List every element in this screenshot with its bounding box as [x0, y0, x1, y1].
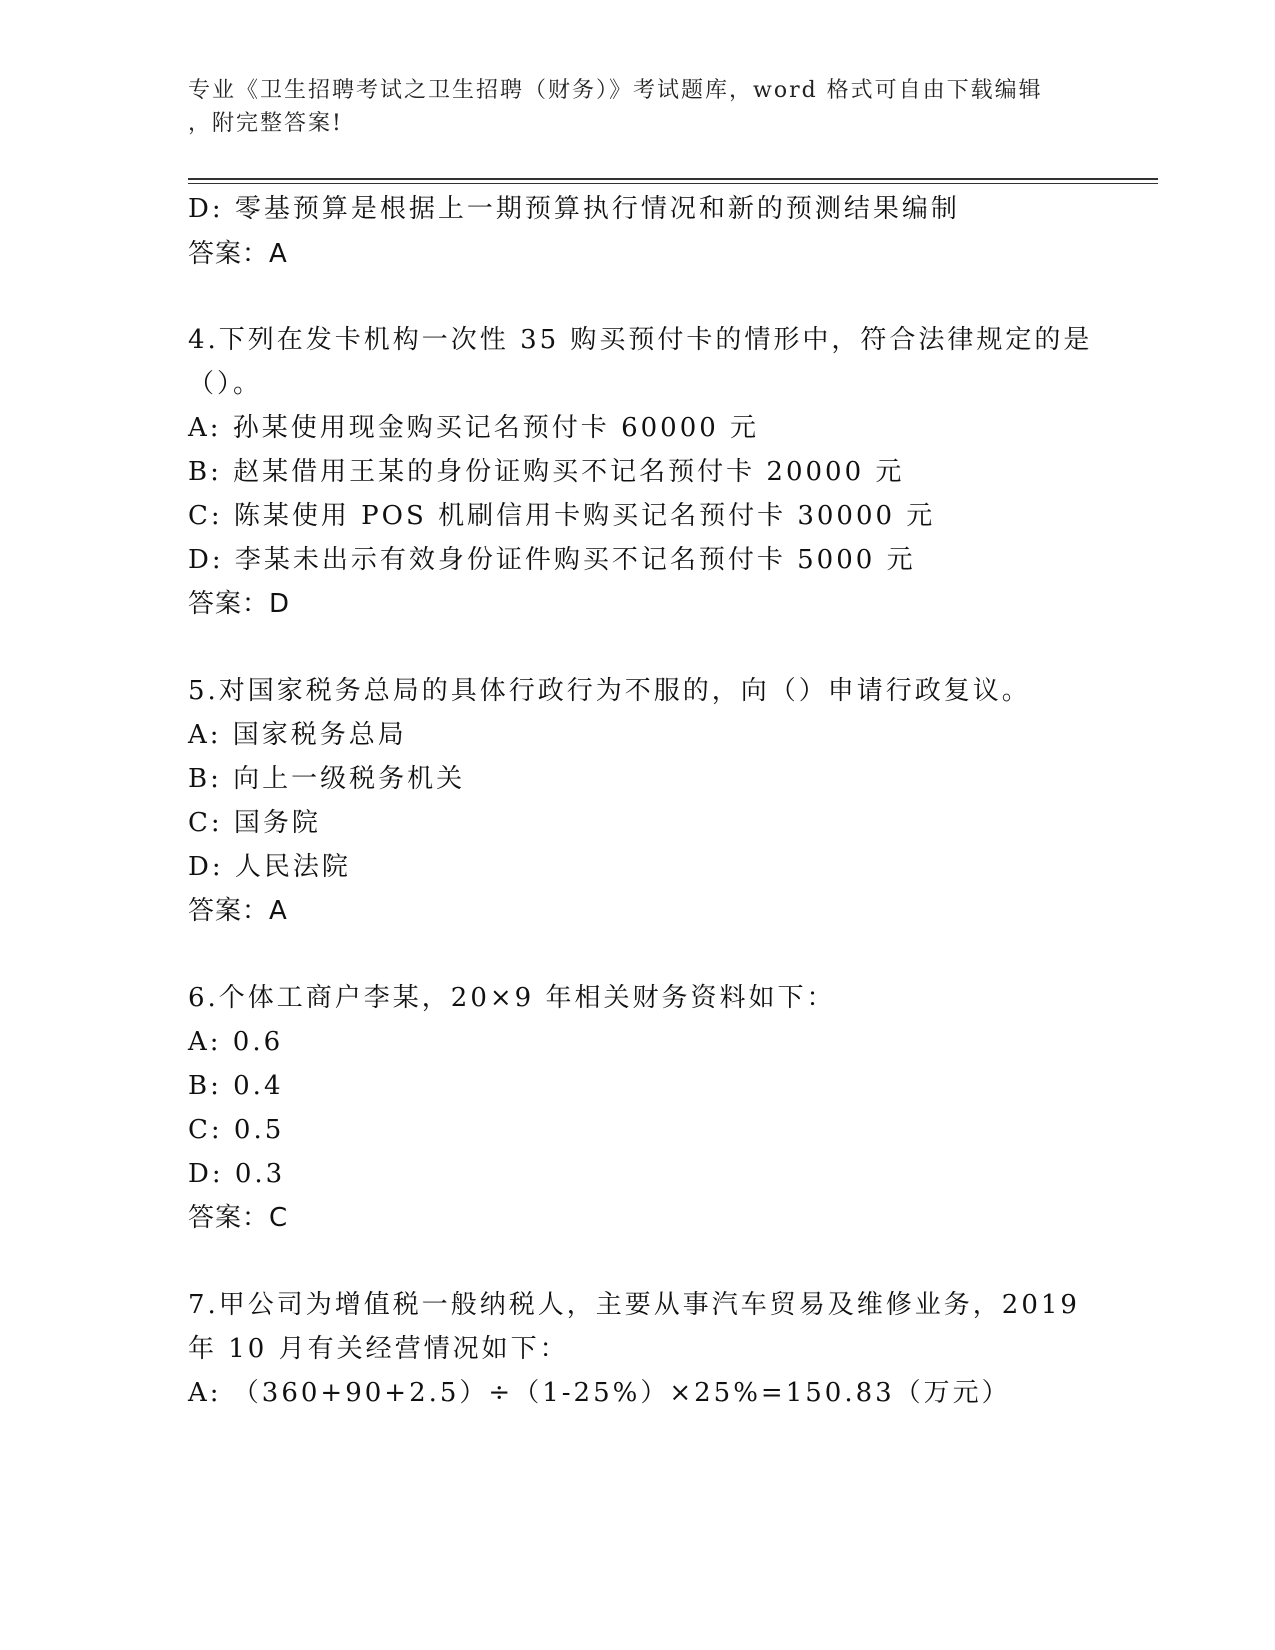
q7-question-line-2: 年 10 月有关经营情况如下： [188, 1334, 569, 1364]
header-divider-thick [188, 178, 1158, 180]
q6-question-line-1: 6.个体工商户李某，20×9 年相关财务资料如下： [188, 983, 836, 1013]
q4-answer: 答案：D [188, 589, 291, 619]
q6-option-b: B: 0.4 [188, 1071, 284, 1101]
q6-option-a: A: 0.6 [188, 1027, 284, 1057]
q6-option-c: C: 0.5 [188, 1115, 285, 1145]
q6-answer: 答案：C [188, 1203, 289, 1233]
q5-option-c: C: 国务院 [188, 808, 321, 838]
document-header [188, 74, 1068, 140]
q4-option-c: C: 陈某使用 POS 机刷信用卡购买记名预付卡 30000 元 [188, 501, 936, 531]
q4-option-a: A: 孙某使用现金购买记名预付卡 60000 元 [188, 413, 760, 443]
q5-option-a: A: 国家税务总局 [188, 720, 407, 750]
q4-option-b: B: 赵某借用王某的身份证购买不记名预付卡 20000 元 [188, 457, 905, 487]
q5-question-line-1: 5.对国家税务总局的具体行政行为不服的，向（）申请行政复议。 [188, 676, 1031, 706]
q3-option-d: D: 零基预算是根据上一期预算执行情况和新的预测结果编制 [188, 194, 960, 224]
q5-answer: 答案：A [188, 896, 288, 926]
q4-question-line-1: 4.下列在发卡机构一次性 35 购买预付卡的情形中，符合法律规定的是 [188, 325, 1093, 355]
header-line-1: 专业《卫生招聘考试之卫生招聘（财务）》考试题库，word 格式可自由下载编辑 [188, 78, 1043, 103]
header-line-2: ，附完整答案! [188, 111, 343, 136]
q4-question-line-2: （）。 [188, 369, 263, 399]
header-divider-thin [188, 183, 1158, 184]
q7-question-line-1: 7.甲公司为增值税一般纳税人，主要从事汽车贸易及维修业务，2019 [188, 1290, 1080, 1320]
q5-option-d: D: 人民法院 [188, 852, 351, 882]
q4-option-d: D: 李某未出示有效身份证件购买不记名预付卡 5000 元 [188, 545, 916, 575]
q3-answer: 答案：A [188, 239, 288, 269]
q7-option-a: A: （360+90+2.5）÷（1-25%）×25%=150.83（万元） [188, 1378, 1011, 1408]
q6-option-d: D: 0.3 [188, 1159, 286, 1189]
q5-option-b: B: 向上一级税务机关 [188, 764, 466, 794]
